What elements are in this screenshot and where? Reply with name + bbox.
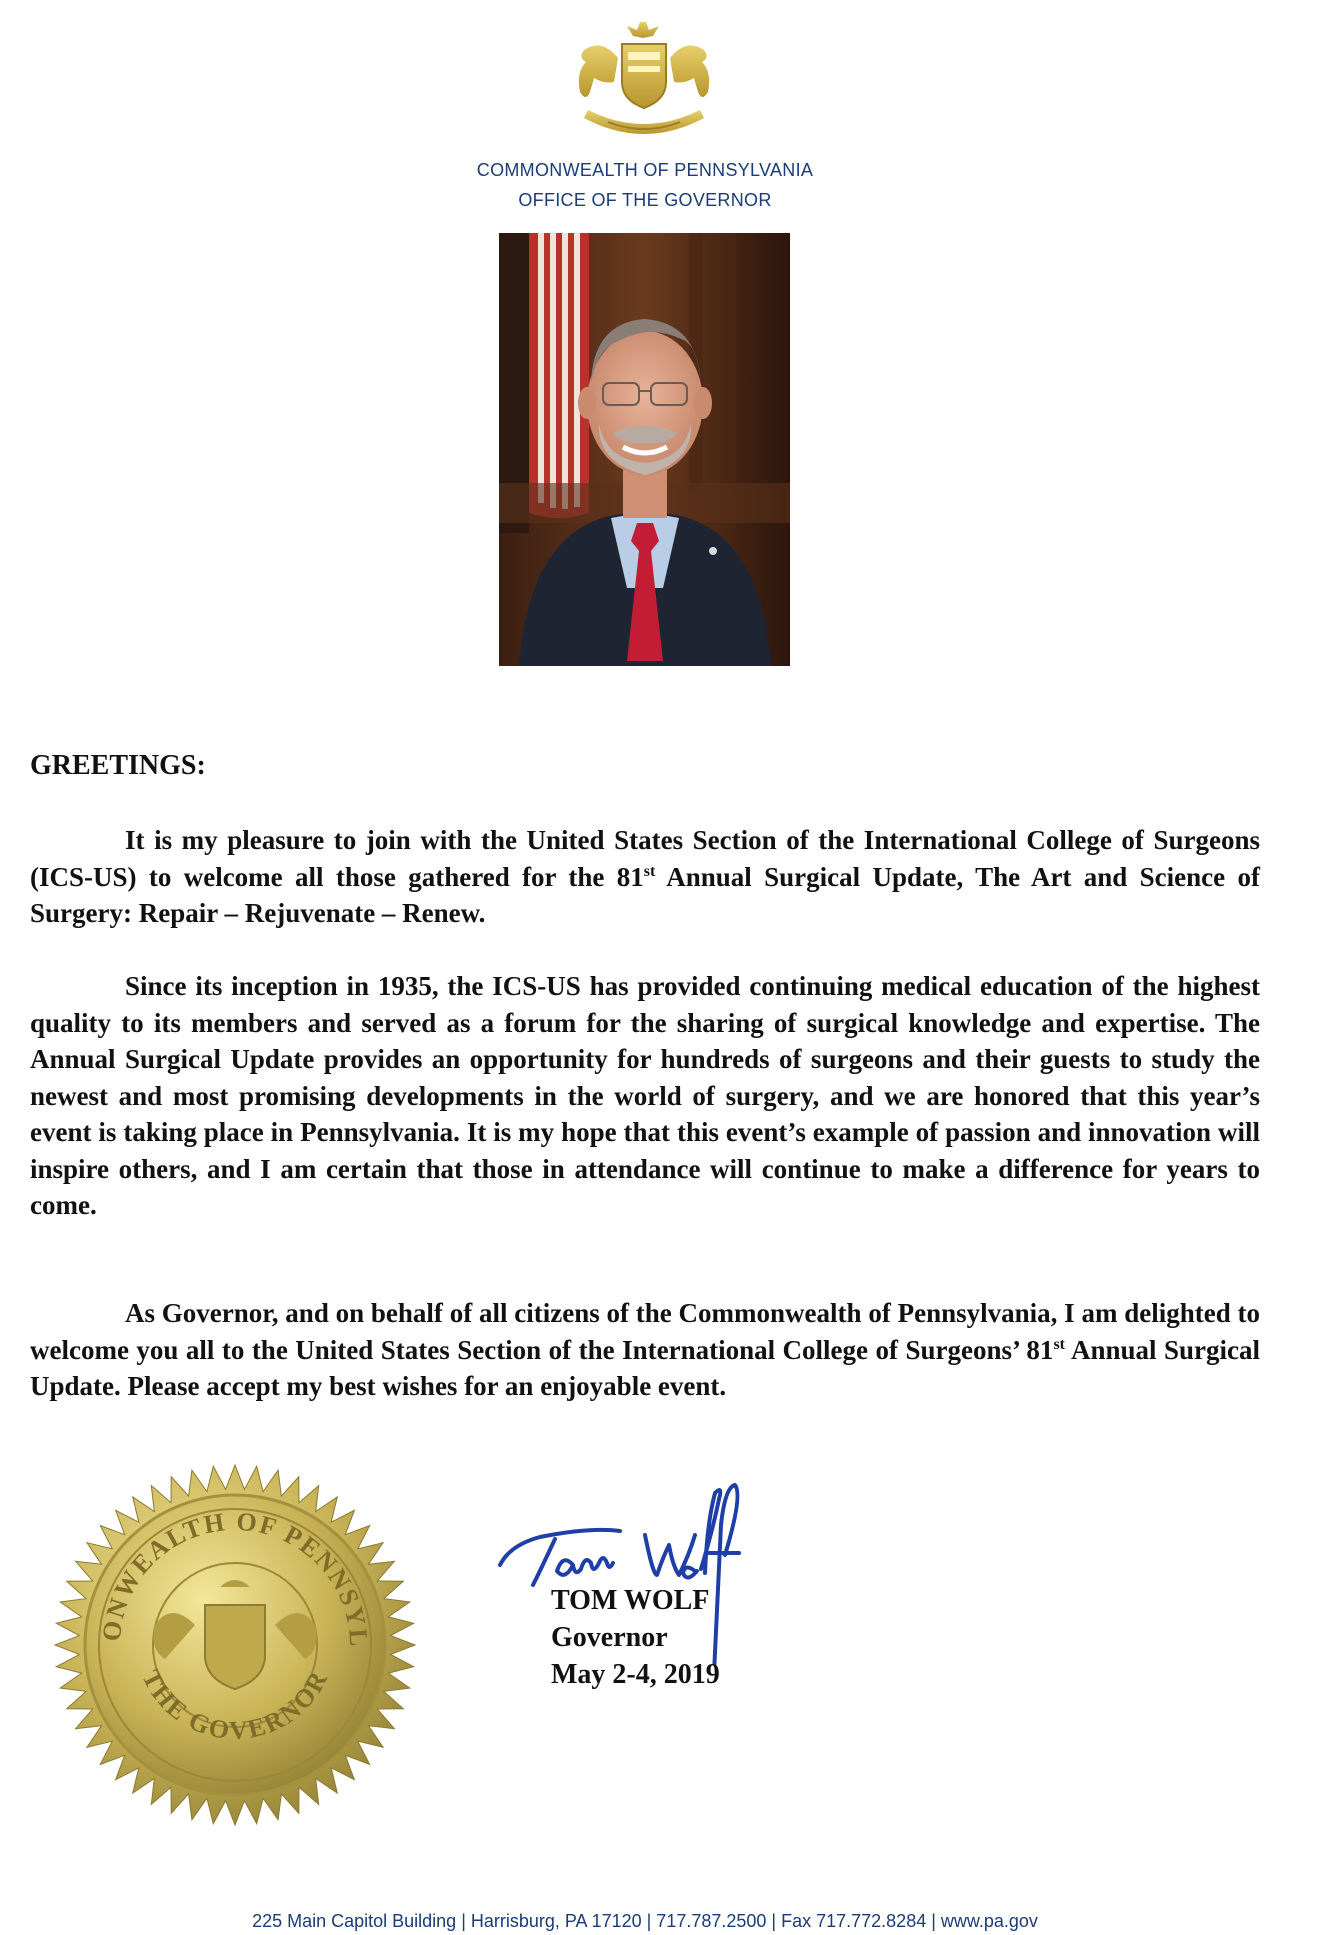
svg-text:THE GOVERNOR: THE GOVERNOR <box>136 1665 334 1746</box>
letter-date: May 2-4, 2019 <box>551 1659 720 1690</box>
letter-paragraph-3: As Governor, and on behalf of all citizens of the Commonwealth of Pennsylvania, I am delighted to welcome you all to the United States Section of the International College of Surgeons’ 81st Annual Surgical Update. Please accept my best wishes for an enjoyable event. <box>30 1298 1260 1401</box>
governor-portrait <box>499 233 790 666</box>
header-line-1: COMMONWEALTH OF PENNSYLVANIA <box>476 160 814 180</box>
signatory-name: TOM WOLF <box>551 1585 710 1616</box>
header-line-2: OFFICE OF THE GOVERNOR <box>518 190 772 210</box>
footer-address: 225 Main Capitol Building | Harrisburg, PA 17120 | 717.787.2500 | Fax 717.772.8284 | www.pa.gov <box>252 1911 1038 1931</box>
letter-paragraph-1: It is my pleasure to join with the United States Section of the International College of Surgeons (ICS-US) to welcome all those gathered for the 81st Annual Surgical Update, The Art and Science of Surgery: Repair – Rejuvenate – Renew. <box>30 825 1260 928</box>
svg-text:COMMONWEALTH OF PENNSYLVANIA: ONWEALTH OF PENNSYL <box>96 1506 374 1647</box>
gold-seal <box>45 1455 425 1835</box>
greeting: GREETINGS: <box>30 750 206 781</box>
signatory-title: Governor <box>551 1622 668 1653</box>
pennsylvania-coat-of-arms-icon <box>548 18 740 140</box>
letter-paragraph-2: Since its inception in 1935, the ICS-US has provided continuing medical education of the highest quality to its members and served as a forum for the sharing of surgical knowledge and expertise. The Annual Surgical Update provides an opportunity for hundreds of surgeons and their guests to study the newest and most promising developments in the world of surgery, and we are honored that this year’s event is taking place in Pennsylvania. It is my hope that this event’s example of passion and innovation will inspire others, and I am certain that those in attendance will continue to make a difference for years to come. <box>30 971 1260 1220</box>
